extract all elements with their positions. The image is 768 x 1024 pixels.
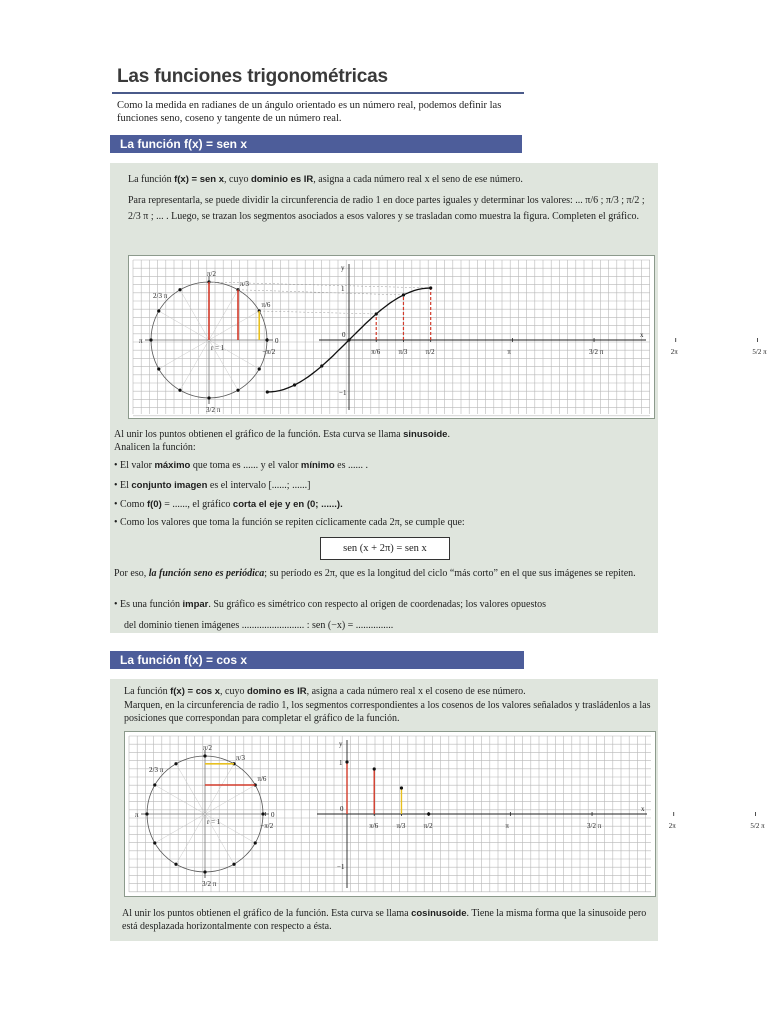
label-radius: r = 1: [211, 344, 225, 352]
circle-point: [153, 841, 156, 844]
label-2pi-over-3-circle: 2/3 π: [149, 766, 164, 774]
tick-label-2pi: 2π: [670, 348, 678, 356]
cosine-point: [373, 767, 376, 770]
cosine-point: [400, 786, 403, 789]
title-underline: [112, 92, 524, 94]
cos-graph: [124, 731, 765, 897]
circle-point: [203, 870, 206, 873]
cos-graph-svg: [125, 732, 765, 896]
tick-label-1: 1: [339, 759, 343, 767]
tick-label-1: 1: [341, 285, 345, 293]
tick-label-minus-1: −1: [339, 389, 347, 397]
section-header-cos: La función f(x) = cos x: [110, 651, 524, 669]
circle-point: [174, 762, 177, 765]
cosine-point: [427, 812, 430, 815]
tick-label-minus-1: −1: [337, 863, 345, 871]
circle-radius: [209, 290, 238, 340]
tick-label-0: 0: [340, 805, 344, 813]
circle-radius: [159, 340, 209, 369]
tick-label-pi: π: [507, 348, 511, 356]
label-pi-over-3-circle: π/3: [240, 280, 249, 288]
label-2pi-over-3-circle: 2/3 π: [153, 292, 168, 300]
tick-label-5pi-over-2: 5/2 π: [750, 822, 765, 830]
x-axis-label: x: [641, 805, 645, 813]
y-axis-label: y: [341, 264, 345, 272]
circle-point: [258, 367, 261, 370]
label-pi-over-6-circle: π/6: [261, 301, 271, 309]
label-pi-over-3-circle: π/3: [236, 754, 245, 762]
transfer-line: [238, 290, 403, 295]
tick-label-5pi-over-2: 5/2 π: [752, 348, 767, 356]
sen-instructions: Para representarla, se puede dividir la circunferencia de radio 1 en doce partes iguales y determinar los valores: ... π/6 ; π/3 ; π/2 ; 2/3 π ; ... . Luego, se trazan los segmentos asociados a esos valores y se trasladan como muestra la figura. Completen el gráfico.: [128, 195, 645, 222]
tick-label-3pi-over-2: 3/2 π: [587, 822, 602, 830]
circle-point: [145, 812, 148, 815]
tick-label-minus-pi-over-2: −π/2: [262, 348, 276, 356]
label-radius: r = 1: [207, 818, 221, 826]
sine-point: [347, 338, 350, 341]
circle-point: [254, 841, 257, 844]
circle-radius: [180, 340, 209, 390]
intro-paragraph: Como la medida en radianes de un ángulo orientado es un número real, podemos definir las funciones seno, coseno y tangente de un número real.: [117, 100, 502, 124]
circle-point: [149, 338, 152, 341]
label-3pi-over-2-circle: 3/2 π: [202, 880, 217, 888]
sine-point: [293, 383, 296, 386]
sen-odd-fill: del dominio tienen imágenes ......................... : sen (−x) = ...............: [124, 620, 394, 631]
tick-label-pi: π: [505, 822, 509, 830]
sen-periodicity-formula: sen (x + 2π) = sen x: [320, 537, 450, 560]
tick-label-3pi-over-2: 3/2 π: [589, 348, 604, 356]
tick-label-pi-over-2: π/2: [423, 822, 433, 830]
tick-label-minus-pi-over-2: −π/2: [260, 822, 274, 830]
circle-point: [232, 863, 235, 866]
circle-point: [203, 754, 206, 757]
label-pi-circle: π: [135, 811, 139, 819]
sine-point: [429, 286, 432, 289]
circle-point: [157, 367, 160, 370]
circle-radius: [176, 814, 205, 864]
sen-graph: [128, 255, 767, 419]
cosine-point: [345, 760, 348, 763]
sen-periodic-text: Por eso, la función seno es periódica; su período es 2π, que es la longitud del ciclo “más corto” en el que sus imágenes se repiten.: [114, 568, 636, 579]
tick-label-2pi: 2π: [668, 822, 676, 830]
sine-point: [320, 364, 323, 367]
label-pi-over-2-circle: π/2: [203, 744, 212, 752]
sen-bullet-cyclic: • Como los valores que toma la función se repiten cíclicamente cada 2π, se cumple que:: [114, 517, 465, 528]
label-pi-circle: π: [139, 337, 143, 345]
x-axis-label: x: [640, 331, 644, 339]
tick-label-pi-over-2: π/2: [425, 348, 435, 356]
circle-point: [174, 863, 177, 866]
label-pi-over-6-circle: π/6: [257, 775, 267, 783]
sen-analicen: Analicen la función:: [114, 442, 196, 453]
circle-radius: [176, 764, 205, 814]
circle-radius: [155, 814, 205, 843]
y-axis-label: y: [339, 740, 343, 748]
cos-after-graph: Al unir los puntos obtienen el gráfico de la función. Esta curva se llama cosinusoide. Tiene la misma forma que la sinusoide pero está desplazada horizontalmente con respecto a ésta.: [122, 908, 647, 932]
sen-bullet-max-min: • El valor máximo que toma es ...... y el valor mínimo es ...... .: [114, 460, 368, 471]
circle-point: [261, 812, 264, 815]
transfer-line: [259, 311, 376, 314]
label-zero-circle: 0: [275, 337, 279, 345]
page-title: Las funciones trigonométricas: [117, 66, 388, 87]
cos-definition: La función f(x) = cos x, cuyo domino es IR, asigna a cada número real x el coseno de ese número.: [124, 686, 526, 697]
tick-label-pi-over-6: π/6: [369, 822, 379, 830]
label-pi-over-2-circle: π/2: [207, 270, 216, 278]
circle-point: [178, 288, 181, 291]
sen-bullet-odd: • Es una función impar. Su gráfico es simétrico con respecto al origen de coordenadas; los valores opuestos: [114, 599, 547, 610]
sen-bullet-f0: • Como f(0) = ......, el gráfico corta el eje y en (0; ......).: [114, 499, 343, 510]
tick-label-pi-over-6: π/6: [371, 348, 381, 356]
sen-graph-svg: [129, 256, 767, 418]
circle-radius: [180, 290, 209, 340]
circle-point: [153, 783, 156, 786]
circle-radius: [205, 764, 234, 814]
sine-point: [266, 390, 269, 393]
circle-point: [178, 389, 181, 392]
label-zero-circle: 0: [271, 811, 275, 819]
sen-definition: La función f(x) = sen x, cuyo dominio es IR, asigna a cada número real x el seno de ese número.: [128, 174, 523, 185]
sine-point: [402, 293, 405, 296]
tick-label-pi-over-3: π/3: [396, 822, 406, 830]
circle-point: [207, 396, 210, 399]
section-header-sen: La función f(x) = sen x: [110, 135, 522, 153]
cos-instructions: Marquen, en la circunferencia de radio 1, los segmentos correspondientes a los cosenos de los valores señalados y trasládenlos a las posiciones que correspondan para completar el gráfico de la función.: [124, 700, 651, 724]
tick-label-0: 0: [342, 331, 346, 339]
circle-point: [236, 389, 239, 392]
label-3pi-over-2-circle: 3/2 π: [206, 406, 221, 414]
circle-point: [157, 309, 160, 312]
sen-after-graph: Al unir los puntos obtienen el gráfico de la función. Esta curva se llama sinusoide.: [114, 429, 450, 440]
tick-label-pi-over-3: π/3: [398, 348, 408, 356]
sine-point: [375, 312, 378, 315]
sen-bullet-image: • El conjunto imagen es el intervalo [......; ......]: [114, 480, 311, 491]
